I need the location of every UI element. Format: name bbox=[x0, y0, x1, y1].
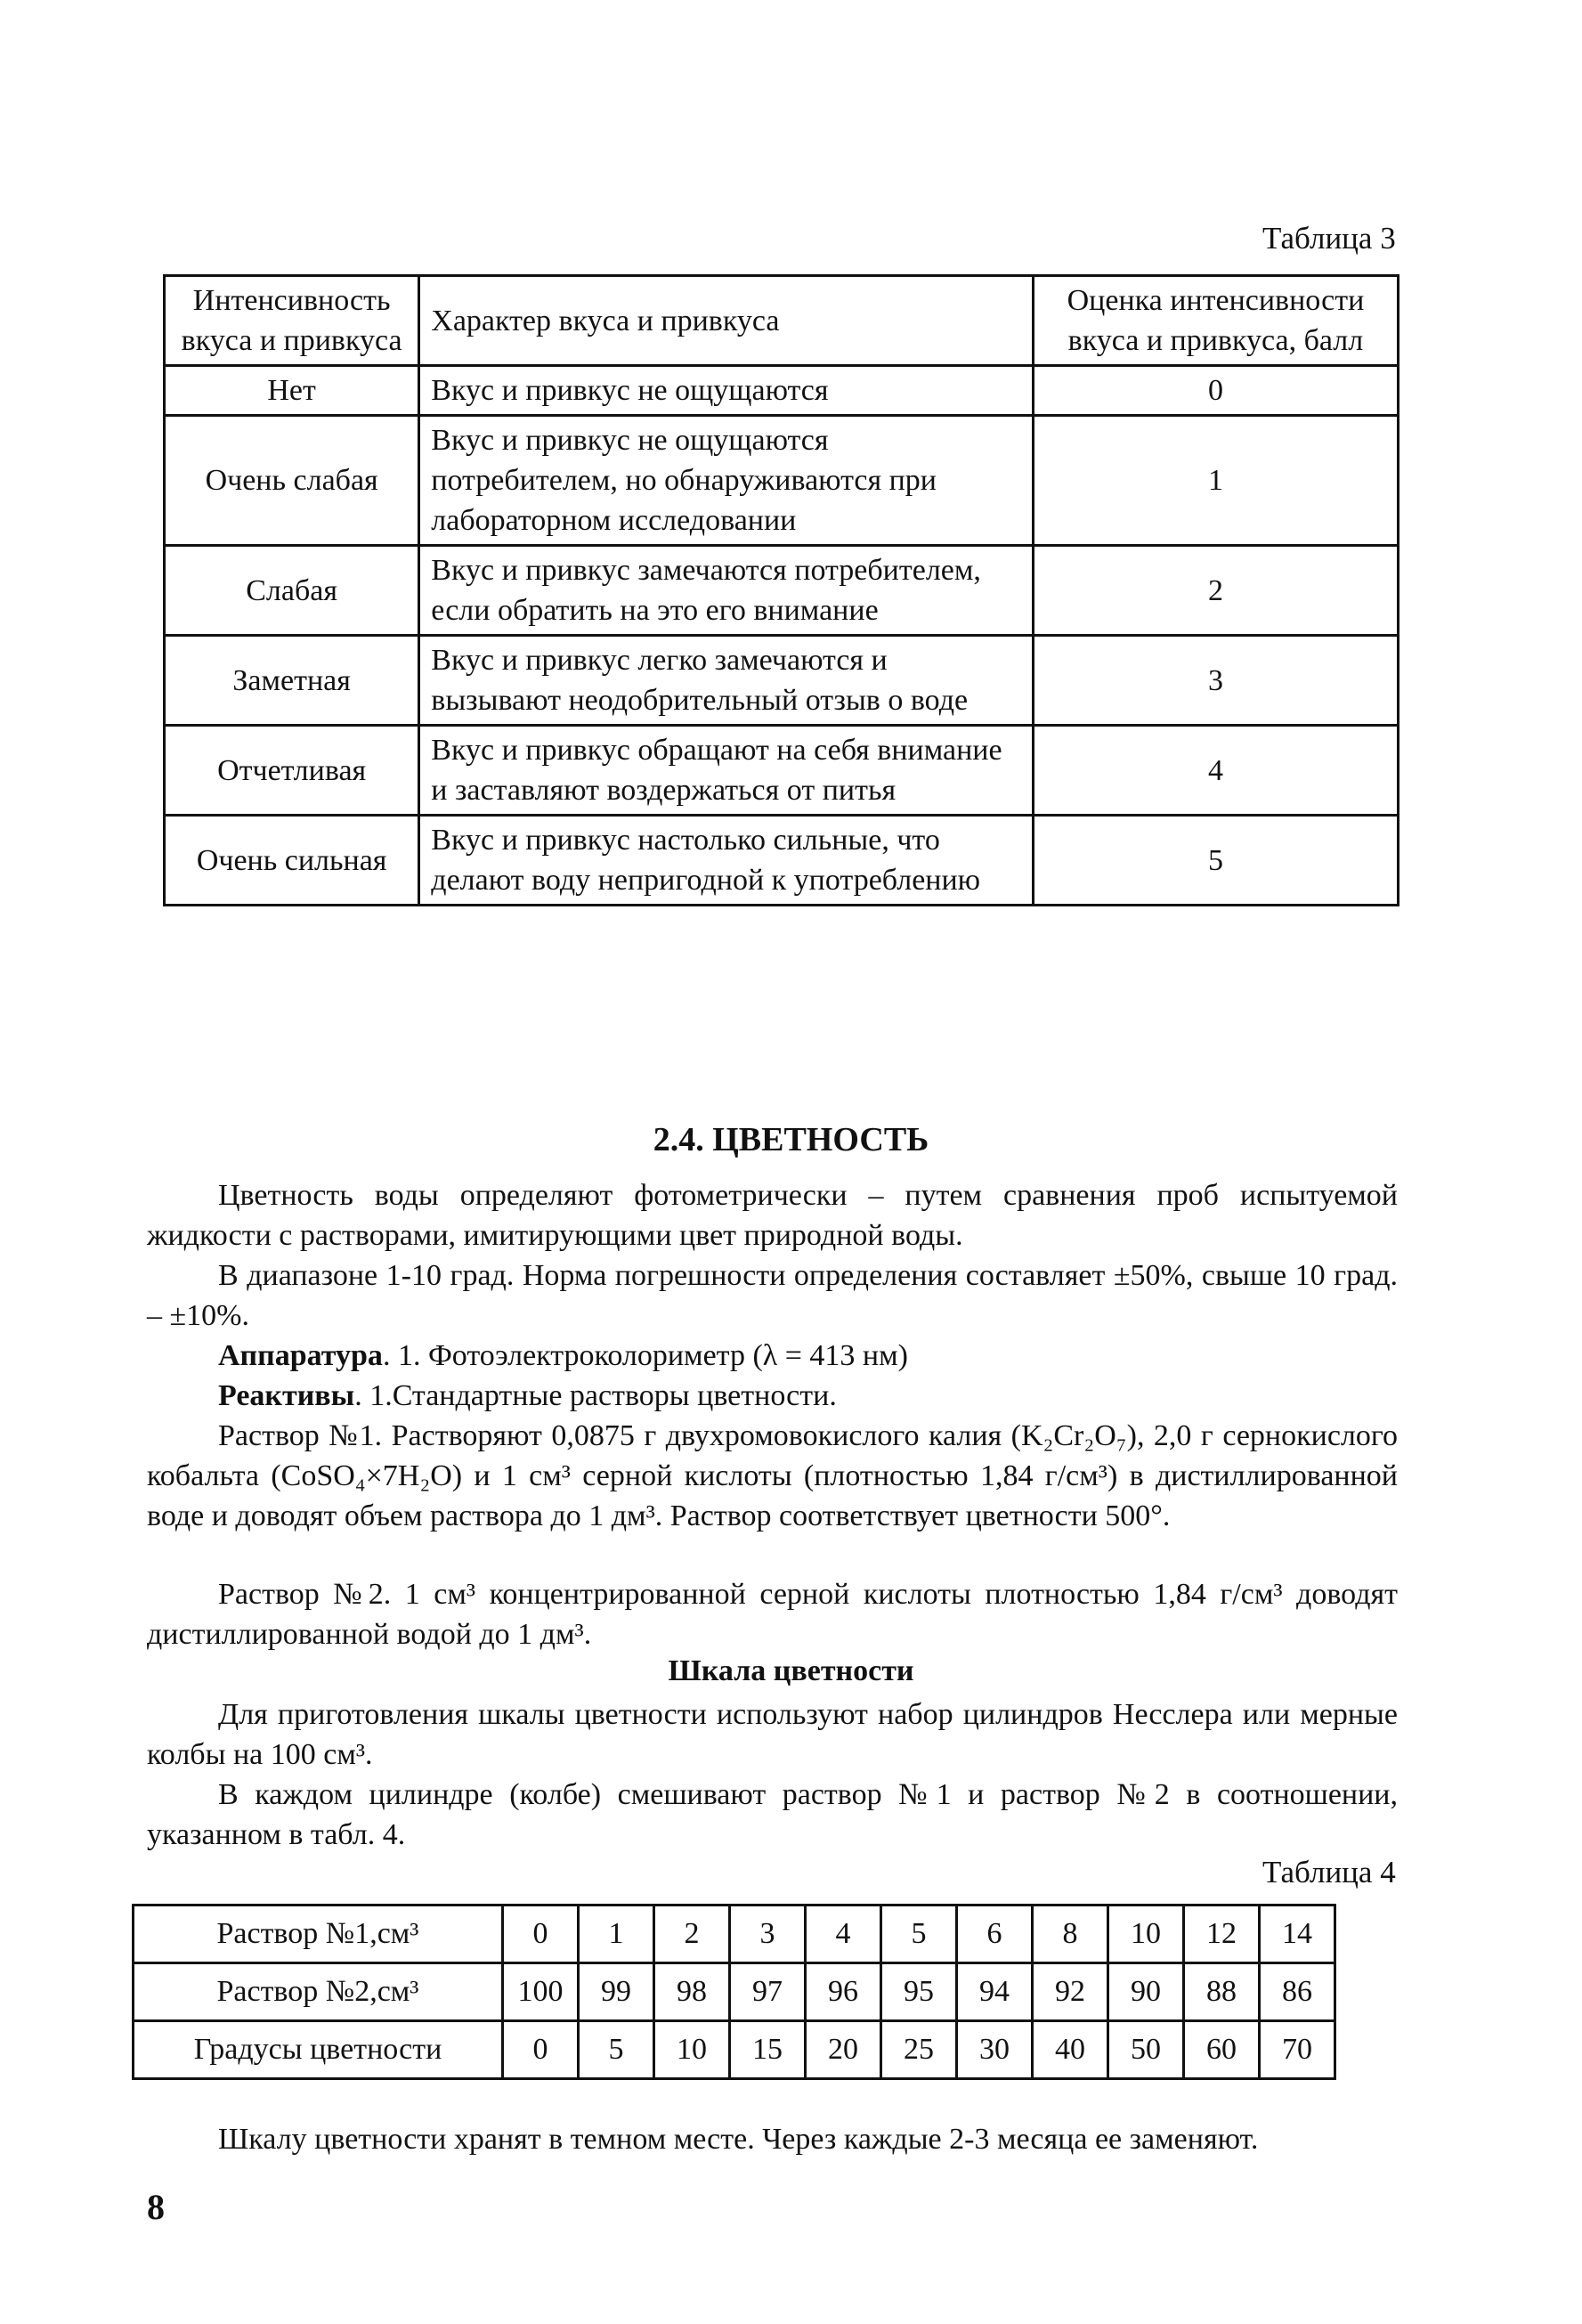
table-cell: 98 bbox=[654, 1963, 730, 2021]
reagents-text: . 1.Стандартные растворы цветности. bbox=[354, 1379, 837, 1412]
table-row bbox=[165, 726, 1399, 816]
cell-intensity: Слабая bbox=[165, 546, 419, 636]
table-cell: 88 bbox=[1184, 1963, 1260, 2021]
table-row bbox=[165, 546, 1399, 636]
cell-intensity: Очень слабая bbox=[165, 416, 419, 546]
cell-character: Вкус и привкус обращают на себя внимание и заставляют воздержаться от питья bbox=[419, 726, 1034, 816]
table4-caption: Таблица 4 bbox=[1262, 1855, 1396, 1889]
table-cell: 0 bbox=[503, 1906, 579, 1963]
table-cell: 10 bbox=[654, 2021, 730, 2079]
table-cell: 15 bbox=[730, 2021, 806, 2079]
scale-subheading: Шкала цветности bbox=[668, 1654, 914, 1687]
paragraph-apparatus bbox=[147, 1336, 1398, 1376]
table-cell: 30 bbox=[957, 2021, 1033, 2079]
cell-intensity: Очень сильная bbox=[165, 816, 419, 906]
table-cell: 12 bbox=[1184, 1906, 1260, 1963]
table-cell: 0 bbox=[503, 2021, 579, 2079]
cell-score: 0 bbox=[1033, 366, 1398, 416]
apparatus-label: Аппаратура bbox=[218, 1339, 383, 1372]
paragraph-scale-prep: Для приготовления шкалы цветности используют набор цилиндров Несслера или мерные колбы на 100 см³. bbox=[147, 1698, 1398, 1771]
table-cell: 100 bbox=[503, 1963, 579, 2021]
cell-score: 2 bbox=[1033, 546, 1398, 636]
cell-character: Вкус и привкус замечаются потребителем, если обратить на это его внимание bbox=[419, 546, 1034, 636]
table-cell: 5 bbox=[881, 1906, 957, 1963]
table-cell: 50 bbox=[1108, 2021, 1184, 2079]
table-cell: 96 bbox=[806, 1963, 881, 2021]
section-heading: 2.4. ЦВЕТНОСТЬ bbox=[653, 1121, 929, 1158]
table-cell: 4 bbox=[806, 1906, 881, 1963]
table-cell: 97 bbox=[730, 1963, 806, 2021]
cell-score: 1 bbox=[1033, 416, 1398, 546]
table-header-row bbox=[165, 276, 1399, 366]
row-label: Раствор №2,см³ bbox=[134, 1963, 503, 2021]
cell-character: Вкус и привкус не ощущаются потребителем, но обнаруживаются при лабораторном исследовании bbox=[419, 416, 1034, 546]
page-number: 8 bbox=[147, 2187, 165, 2227]
row-label: Раствор №1,см³ bbox=[134, 1906, 503, 1963]
paragraph-range: В диапазоне 1-10 град. Норма погрешности определения составляет ±50%, свыше 10 град. – ±10%. bbox=[147, 1259, 1398, 1332]
table-row bbox=[134, 1906, 1335, 1963]
table-row bbox=[165, 416, 1399, 546]
table-cell: 25 bbox=[881, 2021, 957, 2079]
header-intensity: Интенсивность вкуса и привкуса bbox=[165, 276, 419, 366]
table-row bbox=[165, 816, 1399, 906]
paragraph-solution-2: Раствор №2. 1 см³ концентрированной серной кислоты плотностью 1,84 г/см³ доводят дистиллированной водой до 1 дм³. bbox=[147, 1578, 1398, 1651]
cell-intensity: Отчетливая bbox=[165, 726, 419, 816]
table-row bbox=[134, 2021, 1335, 2079]
cell-score: 5 bbox=[1033, 816, 1398, 906]
table-cell: 6 bbox=[957, 1906, 1033, 1963]
table-cell: 60 bbox=[1184, 2021, 1260, 2079]
row-label: Градусы цветности bbox=[134, 2021, 503, 2079]
cell-score: 3 bbox=[1033, 636, 1398, 726]
reagents-label: Реактивы bbox=[218, 1379, 355, 1412]
table-cell: 90 bbox=[1108, 1963, 1184, 2021]
cell-intensity: Заметная bbox=[165, 636, 419, 726]
taste-intensity-table bbox=[163, 274, 1399, 906]
table-cell: 86 bbox=[1260, 1963, 1335, 2021]
cell-character: Вкус и привкус не ощущаются bbox=[419, 366, 1034, 416]
cell-character: Вкус и привкус настолько сильные, что делают воду непригодной к употреблению bbox=[419, 816, 1034, 906]
table-cell: 99 bbox=[579, 1963, 654, 2021]
table-cell: 92 bbox=[1033, 1963, 1108, 2021]
table-row bbox=[165, 366, 1399, 416]
table-cell: 5 bbox=[579, 2021, 654, 2079]
table-cell: 3 bbox=[730, 1906, 806, 1963]
cell-intensity: Нет bbox=[165, 366, 419, 416]
table-cell: 2 bbox=[654, 1906, 730, 1963]
table-cell: 14 bbox=[1260, 1906, 1335, 1963]
apparatus-text: . 1. Фотоэлектроколориметр (λ = 413 нм) bbox=[382, 1339, 908, 1372]
header-score: Оценка интенсивности вкуса и привкуса, балл bbox=[1033, 276, 1398, 366]
cell-character: Вкус и привкус легко замечаются и вызывают неодобрительный отзыв о воде bbox=[419, 636, 1034, 726]
table-cell: 94 bbox=[957, 1963, 1033, 2021]
table-cell: 40 bbox=[1033, 2021, 1108, 2079]
table-row bbox=[134, 1963, 1335, 2021]
color-scale-table bbox=[132, 1904, 1336, 2080]
table-cell: 8 bbox=[1033, 1906, 1108, 1963]
cell-score: 4 bbox=[1033, 726, 1398, 816]
paragraph-storage: Шкалу цветности хранят в темном месте. Через каждые 2-3 месяца ее заменяют. bbox=[218, 2123, 1259, 2156]
paragraph-intro: Цветность воды определяют фотометрически – путем сравнения проб испытуемой жидкости с растворами, имитирующими цвет природной воды. bbox=[147, 1179, 1398, 1252]
paragraph-mixing: В каждом цилиндре (колбе) смешивают раствор №1 и раствор №2 в соотношении, указанном в табл. 4. bbox=[147, 1778, 1398, 1851]
header-character: Характер вкуса и привкуса bbox=[419, 276, 1034, 366]
table-cell: 10 bbox=[1108, 1906, 1184, 1963]
table-cell: 1 bbox=[579, 1906, 654, 1963]
table-row bbox=[165, 636, 1399, 726]
paragraph-solution-1: Раствор №1. Растворяют 0,0875 г двухромовокислого калия (K₂Cr₂O₇), 2,0 г сернокислого кобальта (CoSO₄×7H₂O) и 1 см³ серной кислоты (плотностью 1,84 г/см³) в дистиллированной воде и доводят объем раствора до 1 дм³. Раствор соответствует цветности 500°. bbox=[147, 1419, 1398, 1532]
table-cell: 20 bbox=[806, 2021, 881, 2079]
table-cell: 70 bbox=[1260, 2021, 1335, 2079]
table-cell: 95 bbox=[881, 1963, 957, 2021]
table3-caption: Таблица 3 bbox=[1262, 221, 1396, 256]
paragraph-reagents bbox=[147, 1376, 1398, 1416]
